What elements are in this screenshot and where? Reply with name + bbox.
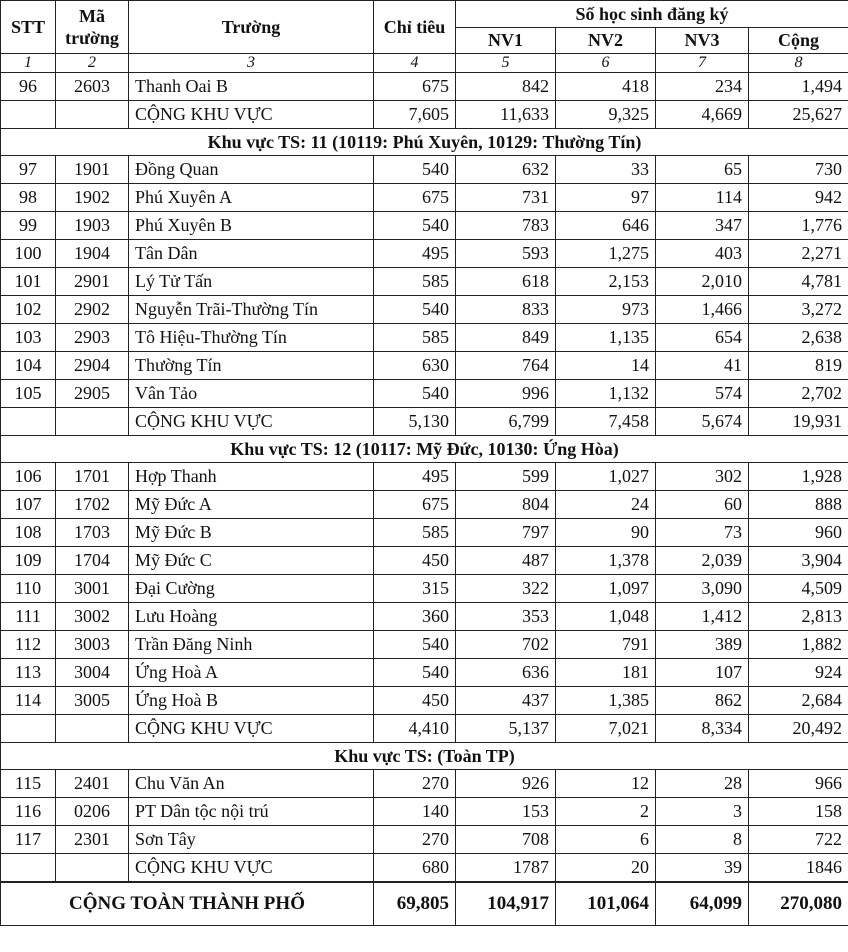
nv1-cell: 11,633 [456,101,556,129]
nv2-cell: 646 [556,212,656,240]
nv2-cell: 24 [556,491,656,519]
nv3-cell: 403 [656,240,749,268]
nv1-cell: 636 [456,659,556,687]
truong-cell: Phú Xuyên B [129,212,374,240]
nv3-cell: 4,669 [656,101,749,129]
chi-tieu-cell: 140 [374,798,456,826]
empty-cell [1,101,56,129]
cong-cell: 25,627 [749,101,848,129]
column-index-row [1,54,848,73]
nv2-cell: 973 [556,296,656,324]
nv1-cell: 804 [456,491,556,519]
ma-truong-cell: 3001 [56,575,129,603]
chi-tieu-cell: 680 [374,854,456,883]
truong-cell: Tô Hiệu-Thường Tín [129,324,374,352]
nv2-cell: 20 [556,854,656,883]
index-cell: 1 [1,54,56,73]
header-ma-truong: Mã trường [56,1,129,54]
nv2-cell: 7,021 [556,715,656,743]
header-truong: Trường [129,1,374,54]
chi-tieu-cell: 450 [374,547,456,575]
cong-cell: 4,509 [749,575,848,603]
nv3-cell: 114 [656,184,749,212]
chi-tieu-cell: 540 [374,212,456,240]
nv1-cell: 702 [456,631,556,659]
chi-tieu-cell: 495 [374,463,456,491]
cong-cell: 942 [749,184,848,212]
nv1-cell: 6,799 [456,408,556,436]
table-row [1,268,848,296]
cong-cell: 1,928 [749,463,848,491]
header-so-hoc-sinh: Số học sinh đăng ký [456,1,848,28]
nv1-cell: 487 [456,547,556,575]
nv3-cell: 28 [656,770,749,798]
stt-cell: 117 [1,826,56,854]
header-chi-tieu: Chỉ tiêu [374,1,456,54]
nv2-cell: 1,385 [556,687,656,715]
stt-cell: 115 [1,770,56,798]
table-row [1,687,848,715]
nv1-cell: 1787 [456,854,556,883]
nv1-cell: 599 [456,463,556,491]
table-row [1,519,848,547]
ma-truong-cell: 2905 [56,380,129,408]
truong-cell: PT Dân tộc nội trú [129,798,374,826]
truong-cell: Vân Tảo [129,380,374,408]
nv2-cell: 1,135 [556,324,656,352]
chi-tieu-cell: 450 [374,687,456,715]
stt-cell: 96 [1,73,56,101]
stt-cell: 116 [1,798,56,826]
nv1-cell: 104,917 [456,882,556,926]
index-cell: 7 [656,54,749,73]
nv3-cell: 234 [656,73,749,101]
nv2-cell: 90 [556,519,656,547]
nv3-cell: 5,674 [656,408,749,436]
nv2-cell: 7,458 [556,408,656,436]
ma-truong-cell: 1903 [56,212,129,240]
ma-truong-cell: 2903 [56,324,129,352]
ma-truong-cell: 3005 [56,687,129,715]
ma-truong-cell: 1704 [56,547,129,575]
chi-tieu-cell: 270 [374,826,456,854]
table-row [1,603,848,631]
stt-cell: 110 [1,575,56,603]
ma-truong-cell: 2902 [56,296,129,324]
stt-cell: 112 [1,631,56,659]
nv3-cell: 862 [656,687,749,715]
subtotal-row [1,101,848,129]
cong-cell: 270,080 [749,882,848,926]
ma-truong-cell: 3004 [56,659,129,687]
table-row [1,324,848,352]
subtotal-label: CỘNG KHU VỰC [129,854,374,883]
nv1-cell: 632 [456,156,556,184]
nv1-cell: 849 [456,324,556,352]
header-cong: Cộng [749,28,848,54]
table-row [1,156,848,184]
subtotal-row [1,854,848,883]
section-header-row [1,129,848,156]
nv2-cell: 1,048 [556,603,656,631]
table-row [1,631,848,659]
subtotal-row [1,715,848,743]
table-row [1,491,848,519]
truong-cell: Ứng Hoà B [129,687,374,715]
chi-tieu-cell: 540 [374,380,456,408]
table-row [1,296,848,324]
grand-total-row [1,882,848,926]
chi-tieu-cell: 315 [374,575,456,603]
chi-tieu-cell: 540 [374,156,456,184]
subtotal-label: CỘNG KHU VỰC [129,715,374,743]
nv3-cell: 1,466 [656,296,749,324]
grand-total-label: CỘNG TOÀN THÀNH PHỐ [1,882,374,926]
chi-tieu-cell: 585 [374,324,456,352]
nv1-cell: 437 [456,687,556,715]
section-header-row [1,436,848,463]
empty-cell [1,715,56,743]
nv2-cell: 14 [556,352,656,380]
stt-cell: 114 [1,687,56,715]
header-nv2: NV2 [556,28,656,54]
stt-cell: 108 [1,519,56,547]
stt-cell: 107 [1,491,56,519]
ma-truong-cell: 0206 [56,798,129,826]
nv2-cell: 1,378 [556,547,656,575]
stt-cell: 103 [1,324,56,352]
truong-cell: Lý Tử Tấn [129,268,374,296]
stt-cell: 111 [1,603,56,631]
nv2-cell: 1,275 [556,240,656,268]
cong-cell: 2,684 [749,687,848,715]
table-row [1,770,848,798]
empty-cell [56,408,129,436]
nv2-cell: 97 [556,184,656,212]
index-cell: 3 [129,54,374,73]
nv2-cell: 181 [556,659,656,687]
nv1-cell: 797 [456,519,556,547]
chi-tieu-cell: 675 [374,73,456,101]
ma-truong-cell: 1904 [56,240,129,268]
empty-cell [56,715,129,743]
cong-cell: 158 [749,798,848,826]
cong-cell: 1,882 [749,631,848,659]
ma-truong-cell: 2901 [56,268,129,296]
truong-cell: Thường Tín [129,352,374,380]
cong-cell: 1,494 [749,73,848,101]
subtotal-label: CỘNG KHU VỰC [129,408,374,436]
ma-truong-cell: 1701 [56,463,129,491]
section-title: Khu vực TS: 11 (10119: Phú Xuyên, 10129: Thường Tín) [1,129,848,156]
chi-tieu-cell: 360 [374,603,456,631]
ma-truong-cell: 2904 [56,352,129,380]
ma-truong-cell: 2401 [56,770,129,798]
nv3-cell: 1,412 [656,603,749,631]
cong-cell: 960 [749,519,848,547]
truong-cell: Mỹ Đức B [129,519,374,547]
nv3-cell: 107 [656,659,749,687]
table-row [1,212,848,240]
cong-cell: 3,272 [749,296,848,324]
nv3-cell: 8 [656,826,749,854]
ma-truong-cell: 1901 [56,156,129,184]
nv2-cell: 1,097 [556,575,656,603]
header-nv3: NV3 [656,28,749,54]
truong-cell: Lưu Hoàng [129,603,374,631]
table-row [1,380,848,408]
cong-cell: 888 [749,491,848,519]
nv1-cell: 996 [456,380,556,408]
nv3-cell: 3,090 [656,575,749,603]
nv2-cell: 791 [556,631,656,659]
chi-tieu-cell: 540 [374,659,456,687]
table-row [1,240,848,268]
nv1-cell: 926 [456,770,556,798]
chi-tieu-cell: 585 [374,519,456,547]
ma-truong-cell: 1703 [56,519,129,547]
nv2-cell: 6 [556,826,656,854]
nv1-cell: 322 [456,575,556,603]
nv3-cell: 65 [656,156,749,184]
stt-cell: 113 [1,659,56,687]
chi-tieu-cell: 675 [374,491,456,519]
nv3-cell: 73 [656,519,749,547]
nv3-cell: 41 [656,352,749,380]
nv2-cell: 1,132 [556,380,656,408]
index-cell: 2 [56,54,129,73]
ma-truong-cell: 1902 [56,184,129,212]
nv3-cell: 574 [656,380,749,408]
nv2-cell: 2,153 [556,268,656,296]
chi-tieu-cell: 630 [374,352,456,380]
nv1-cell: 842 [456,73,556,101]
cong-cell: 730 [749,156,848,184]
cong-cell: 819 [749,352,848,380]
ma-truong-cell: 3003 [56,631,129,659]
chi-tieu-cell: 540 [374,631,456,659]
ma-truong-cell: 3002 [56,603,129,631]
nv2-cell: 2 [556,798,656,826]
empty-cell [56,101,129,129]
truong-cell: Đại Cường [129,575,374,603]
table-row [1,575,848,603]
stt-cell: 97 [1,156,56,184]
chi-tieu-cell: 495 [374,240,456,268]
table-row [1,352,848,380]
chi-tieu-cell: 7,605 [374,101,456,129]
nv3-cell: 389 [656,631,749,659]
nv2-cell: 418 [556,73,656,101]
chi-tieu-cell: 5,130 [374,408,456,436]
cong-cell: 19,931 [749,408,848,436]
nv3-cell: 2,010 [656,268,749,296]
table-row [1,184,848,212]
nv3-cell: 8,334 [656,715,749,743]
nv1-cell: 833 [456,296,556,324]
truong-cell: Thanh Oai B [129,73,374,101]
subtotal-label: CỘNG KHU VỰC [129,101,374,129]
ma-truong-cell: 1702 [56,491,129,519]
truong-cell: Mỹ Đức C [129,547,374,575]
nv1-cell: 593 [456,240,556,268]
stt-cell: 109 [1,547,56,575]
cong-cell: 924 [749,659,848,687]
stt-cell: 100 [1,240,56,268]
stt-cell: 102 [1,296,56,324]
nv1-cell: 708 [456,826,556,854]
table-row [1,73,848,101]
nv3-cell: 64,099 [656,882,749,926]
index-cell: 5 [456,54,556,73]
truong-cell: Tân Dân [129,240,374,268]
index-cell: 6 [556,54,656,73]
truong-cell: Chu Văn An [129,770,374,798]
nv1-cell: 353 [456,603,556,631]
cong-cell: 2,271 [749,240,848,268]
nv2-cell: 101,064 [556,882,656,926]
truong-cell: Nguyễn Trãi-Thường Tín [129,296,374,324]
truong-cell: Trần Đăng Ninh [129,631,374,659]
nv1-cell: 5,137 [456,715,556,743]
truong-cell: Đồng Quan [129,156,374,184]
index-cell: 8 [749,54,848,73]
stt-cell: 99 [1,212,56,240]
cong-cell: 722 [749,826,848,854]
stt-cell: 106 [1,463,56,491]
nv1-cell: 618 [456,268,556,296]
truong-cell: Phú Xuyên A [129,184,374,212]
nv1-cell: 783 [456,212,556,240]
section-title: Khu vực TS: 12 (10117: Mỹ Đức, 10130: Ứng Hòa) [1,436,848,463]
chi-tieu-cell: 270 [374,770,456,798]
nv2-cell: 12 [556,770,656,798]
nv2-cell: 9,325 [556,101,656,129]
chi-tieu-cell: 4,410 [374,715,456,743]
header-stt: STT [1,1,56,54]
header-nv1: NV1 [456,28,556,54]
table-header [1,1,848,54]
empty-cell [56,854,129,883]
nv3-cell: 3 [656,798,749,826]
section-title: Khu vực TS: (Toàn TP) [1,743,848,770]
section-header-row [1,743,848,770]
nv3-cell: 347 [656,212,749,240]
truong-cell: Mỹ Đức A [129,491,374,519]
cong-cell: 20,492 [749,715,848,743]
ma-truong-cell: 2301 [56,826,129,854]
table-row [1,798,848,826]
truong-cell: Hợp Thanh [129,463,374,491]
chi-tieu-cell: 540 [374,296,456,324]
chi-tieu-cell: 69,805 [374,882,456,926]
stt-cell: 105 [1,380,56,408]
cong-cell: 3,904 [749,547,848,575]
table-row [1,547,848,575]
stt-cell: 101 [1,268,56,296]
cong-cell: 966 [749,770,848,798]
empty-cell [1,408,56,436]
nv1-cell: 731 [456,184,556,212]
nv3-cell: 60 [656,491,749,519]
stt-cell: 104 [1,352,56,380]
cong-cell: 2,702 [749,380,848,408]
table-row [1,826,848,854]
nv2-cell: 1,027 [556,463,656,491]
truong-cell: Sơn Tây [129,826,374,854]
nv3-cell: 302 [656,463,749,491]
cong-cell: 2,638 [749,324,848,352]
chi-tieu-cell: 585 [374,268,456,296]
stt-cell: 98 [1,184,56,212]
chi-tieu-cell: 675 [374,184,456,212]
table-row [1,463,848,491]
ma-truong-cell: 2603 [56,73,129,101]
nv3-cell: 654 [656,324,749,352]
nv2-cell: 33 [556,156,656,184]
cong-cell: 2,813 [749,603,848,631]
nv1-cell: 153 [456,798,556,826]
nv3-cell: 39 [656,854,749,883]
cong-cell: 4,781 [749,268,848,296]
nv1-cell: 764 [456,352,556,380]
table-body [1,54,848,926]
subtotal-row [1,408,848,436]
index-cell: 4 [374,54,456,73]
cong-cell: 1846 [749,854,848,883]
nv3-cell: 2,039 [656,547,749,575]
truong-cell: Ứng Hoà A [129,659,374,687]
table-row [1,659,848,687]
cong-cell: 1,776 [749,212,848,240]
empty-cell [1,854,56,883]
